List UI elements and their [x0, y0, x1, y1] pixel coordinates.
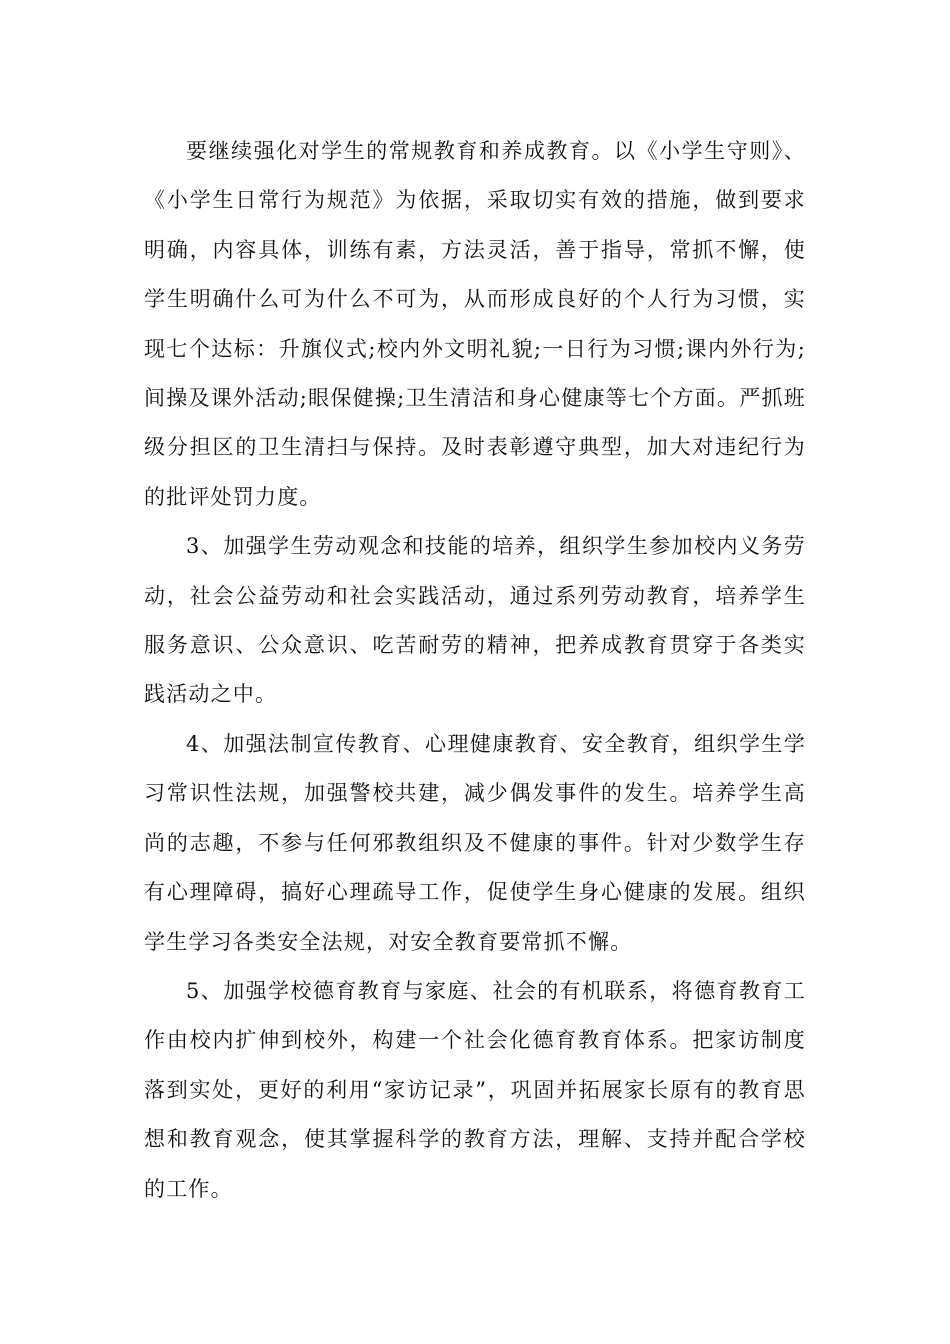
paragraph-family-society-link: 5、加强学校德育教育与家庭、社会的有机联系，将德育教育工作由校内扩伸到校外，构建一个社会化德育教育体系。把家访制度落到实处，更好的利用“家访记录”，巩固并拓展家长原有的教育思想和教育观念，使其掌握科学的教育方法，理解、支持并配合学校的工作。 [144, 978, 806, 1201]
paragraph-legal-safety-education: 4、加强法制宣传教育、心理健康教育、安全教育，组织学生学习常识性法规，加强警校共建，减少偶发事件的发生。培养学生高尚的志趣，不参与任何邪教组织及不健康的事件。针对少数学生存有心理障碍，搞好心理疏导工作，促使学生身心健康的发展。组织学生学习各类安全法规，对安全教育要常抓不懈。 [144, 731, 806, 954]
paragraph-labor-education: 3、加强学生劳动观念和技能的培养，组织学生参加校内义务劳动，社会公益劳动和社会实践活动，通过系列劳动教育，培养学生服务意识、公众意识、吃苦耐劳的精神，把养成教育贯穿于各类实践活动之中。 [144, 534, 806, 707]
paragraph-routine-education: 要继续强化对学生的常规教育和养成教育。以《小学生守则》、《小学生日常行为规范》为依据，采取切实有效的措施，做到要求明确，内容具体，训练有素，方法灵活，善于指导，常抓不懈，使学生明确什么可为什么不可为，从而形成良好的个人行为习惯，实现七个达标：升旗仪式;校内外文明礼貌;一日行为习惯;课内外行为;间操及课外活动;眼保健操;卫生清洁和身心健康等七个方面。严抓班级分担区的卫生清扫与保持。及时表彰遵守典型，加大对违纪行为的批评处罚力度。 [144, 139, 806, 509]
document-body [144, 127, 806, 1214]
